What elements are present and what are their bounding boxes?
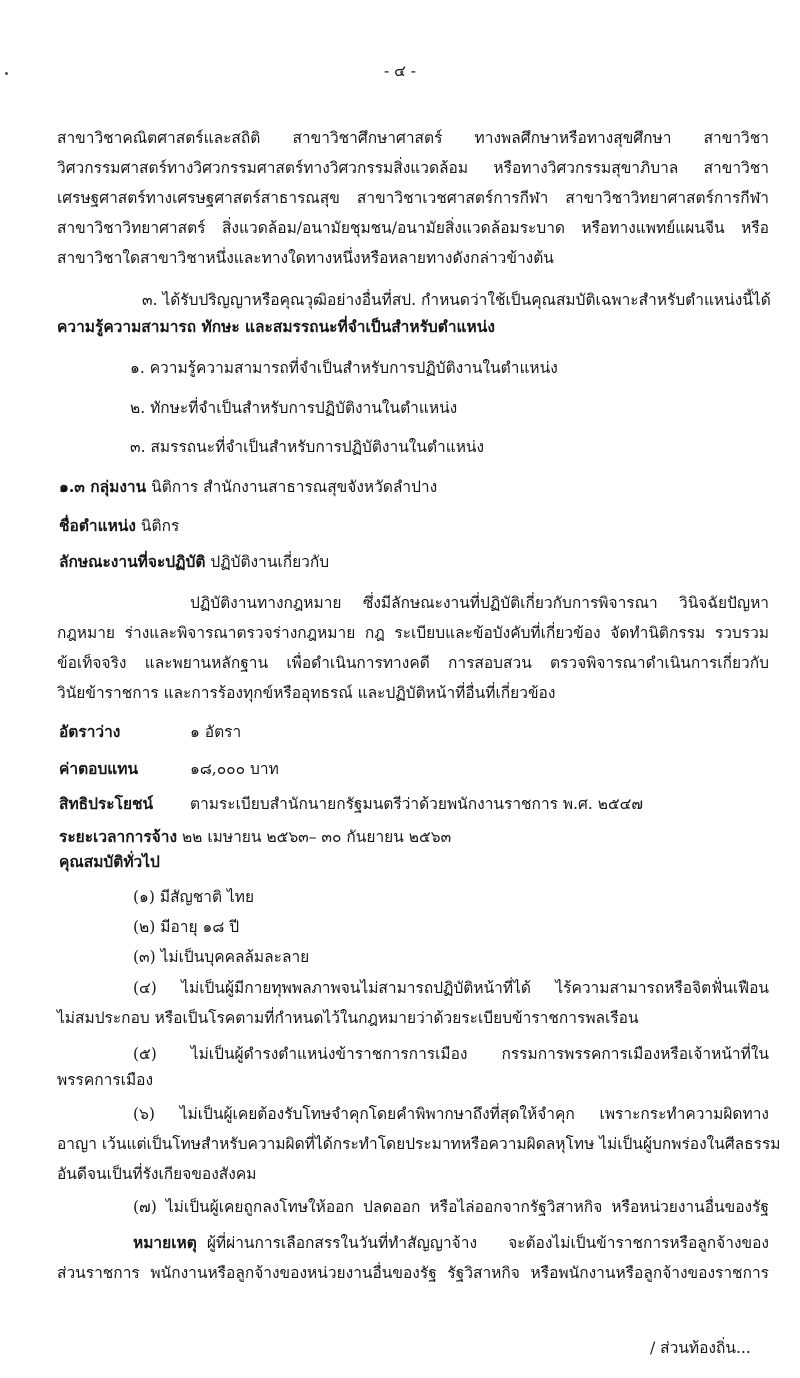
general-item-1: (๑) มีสัญชาติ ไทย xyxy=(133,888,255,906)
para1-line-3: เศรษฐศาสตร์ทางเศรษฐศาสตร์สาธารณสุข สาขาวิชาเวชศาสตร์การกีฬา สาขาวิชาวิทยาศาสตร์การกีฬา xyxy=(57,189,769,207)
duty-label: ลักษณะงานที่จะปฏิบัติ xyxy=(59,552,206,571)
note-line-2: ส่วนราชการ พนักงานหรือลูกจ้างของหน่วยงานอื่นของรัฐ รัฐวิสาหกิจ หรือพนักงานหรือลูกจ้างของราชการ xyxy=(57,1264,769,1282)
para1-line-1: สาขาวิชาคณิตศาสตร์และสถิติ สาขาวิชาศึกษาศาสตร์ ทางพลศึกษาหรือทางสุขศึกษา สาขาวิชา xyxy=(57,129,769,147)
qualification-item-3: ๓. ได้รับปริญญาหรือคุณวุฒิอย่างอื่นที่สป. กำหนดว่าใช้เป็นคุณสมบัติเฉพาะสำหรับตำแหน่งนี้ได้ xyxy=(142,291,771,309)
competency-item-3: ๓. สมรรถนะที่จำเป็นสำหรับการปฏิบัติงานในตำแหน่ง xyxy=(130,438,485,456)
general-item-3: (๓) ไม่เป็นบุคคลล้มละลาย xyxy=(133,948,310,966)
page-number: - ๔ - xyxy=(383,62,417,80)
section-unit: นิติการ สำนักงานสาธารณสุขจังหวัดลำปาง xyxy=(151,478,438,496)
general-item-5-line-1: (๕) ไม่เป็นผู้ดำรงตำแหน่งข้าราชการการเมือง กรรมการพรรคการเมืองหรือเจ้าหน้าที่ใน xyxy=(133,1045,769,1063)
salary-label: ค่าตอบแทน xyxy=(59,759,139,778)
position-label: ชื่อตำแหน่ง xyxy=(59,516,136,535)
general-heading: คุณสมบัติทั่วไป xyxy=(59,852,160,871)
period-line xyxy=(59,827,451,847)
period-label: ระยะเวลาการจ้าง xyxy=(59,827,178,846)
vacancy-label: อัตราว่าง xyxy=(59,722,121,741)
para1-line-2: วิศวกรรมศาสตร์ทางวิศวกรรมศาสตร์ทางวิศวกรรมสิ่งแวดล้อม หรือทางวิศวกรรมสุขาภิบาล สาขาวิชา xyxy=(57,159,769,177)
general-item-6-line-1: (๖) ไม่เป็นผู้เคยต้องรับโทษจำคุกโดยคำพิพากษาถึงที่สุดให้จำคุก เพราะกระทำความผิดทาง xyxy=(133,1105,769,1123)
vacancy-value: ๑ อัตรา xyxy=(190,723,242,741)
position-value: นิติกร xyxy=(140,517,180,535)
competency-item-2: ๒. ทักษะที่จำเป็นสำหรับการปฏิบัติงานในตำแหน่ง xyxy=(130,399,458,417)
general-item-6-line-2: อาญา เว้นแต่เป็นโทษสำหรับความผิดที่ได้กระทำโดยประมาทหรือความผิดลหุโทษ ไม่เป็นผู้บกพร่องในศีลธรรม xyxy=(57,1135,781,1153)
duty-line xyxy=(59,552,329,572)
general-item-2: (๒) มีอายุ ๑๘ ปี xyxy=(133,918,240,936)
duty-line-4: วินัยข้าราชการ และการร้องทุกข์หรืออุทธรณ์ และปฏิบัติหน้าที่อื่นที่เกี่ยวข้อง xyxy=(57,684,556,702)
section-heading xyxy=(59,477,437,497)
note-line-1 xyxy=(133,1233,769,1253)
competency-heading: ความรู้ความสามารถ ทักษะ และสมรรถนะที่จำเป็นสำหรับตำแหน่ง xyxy=(57,317,495,336)
general-item-6-line-3: อันดีจนเป็นที่รังเกียจของสังคม xyxy=(57,1165,257,1183)
position-line xyxy=(59,516,179,536)
general-item-4-line-2: ไม่สมประกอบ หรือเป็นโรคตามที่กำหนดไว้ในกฎหมายว่าด้วยระเบียบข้าราชการพลเรือน xyxy=(57,1009,639,1027)
section-number-label: ๑.๓ กลุ่มงาน xyxy=(59,477,147,496)
general-item-7: (๗) ไม่เป็นผู้เคยถูกลงโทษให้ออก ปลดออก หรือไล่ออกจากรัฐวิสาหกิจ หรือหน่วยงานอื่นของรัฐ xyxy=(133,1198,769,1216)
benefit-label: สิทธิประโยชน์ xyxy=(59,794,154,813)
duty-line-2: กฎหมาย ร่างและพิจารณาตรวจร่างกฎหมาย กฎ ระเบียบและข้อบังคับที่เกี่ยวข้อง จัดทำนิติกรรม รวบรวม xyxy=(57,624,769,642)
benefit-value: ตามระเบียบสำนักนายกรัฐมนตรีว่าด้วยพนักงานราชการ พ.ศ. ๒๕๔๗ xyxy=(190,795,644,813)
duty-line-3: ข้อเท็จจริง และพยานหลักฐาน เพื่อดำเนินการทางคดี การสอบสวน ตรวจพิจารณาดำเนินการเกี่ยวกับ xyxy=(57,654,769,672)
general-item-5-line-2: พรรคการเมือง xyxy=(57,1071,154,1089)
competency-item-1: ๑. ความรู้ความสามารถที่จำเป็นสำหรับการปฏิบัติงานในตำแหน่ง xyxy=(130,359,558,377)
para1-line-5: สาขาวิชาใดสาขาวิชาหนึ่งและทางใดทางหนึ่งหรือหลายทางดังกล่าวข้างต้น xyxy=(57,249,554,267)
note-text-1: ผู้ที่ผ่านการเลือกสรรในวันที่ทำสัญญาจ้าง จะต้องไม่เป็นข้าราชการหรือลูกจ้างของ xyxy=(206,1234,769,1252)
duty-intro: ปฏิบัติงานเกี่ยวกับ xyxy=(210,553,330,571)
period-value: ๒๒ เมษายน ๒๕๖๓– ๓๐ กันยายน ๒๕๖๓ xyxy=(181,828,452,846)
general-item-4-line-1: (๔) ไม่เป็นผู้มีกายทุพพลภาพจนไม่สามารถปฏิบัติหน้าที่ได้ ไร้ความสามารถหรือจิตฟั่นเฟือน xyxy=(133,979,769,997)
para1-line-4: สาขาวิชาวิทยาศาสตร์ สิ่งแวดล้อม/อนามัยชุมชน/อนามัยสิ่งแวดล้อมระบาด หรือทางแพทย์แผนจีน หรือ xyxy=(57,219,769,237)
salary-value: ๑๘,๐๐๐ บาท xyxy=(190,760,279,778)
note-label: หมายเหตุ xyxy=(133,1233,197,1252)
page-continuation: / ส่วนท้องถิ่น... xyxy=(650,1339,751,1357)
duty-line-1: ปฏิบัติงานทางกฎหมาย ซึ่งมีลักษณะงานที่ปฏิบัติเกี่ยวกับการพิจารณา วินิจฉัยปัญหา xyxy=(190,594,769,612)
